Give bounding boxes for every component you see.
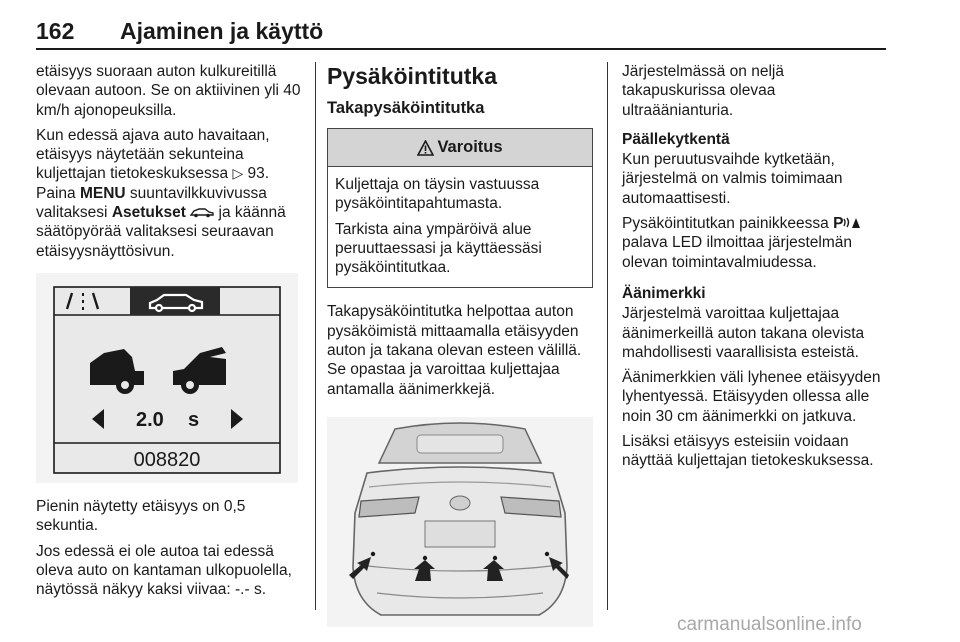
sensor-point — [423, 556, 427, 560]
page-number: 162 — [36, 18, 75, 44]
page-reference: 93 — [247, 165, 265, 183]
page-reference-icon: ▷ — [232, 165, 244, 182]
column-divider — [315, 62, 316, 610]
warning-box — [327, 128, 593, 288]
paragraph: Pienin näytetty etäisyys on 0,5 sekuntia. — [36, 497, 246, 535]
subsection-heading: Takapysäköintitutka — [327, 99, 485, 117]
warning-text: Tarkista aina ympäröivä alue peruuttaessasi ja käyttäessäsi pysäköintitutkaa. — [335, 220, 542, 277]
column-divider — [607, 62, 608, 610]
menu-button-label: MENU — [79, 184, 126, 202]
paragraph: Kun edessä ajava auto havaitaan, etäisyys näytetään sekunteina kuljettajan tietokeskuksessa ▷ 93. Paina MENU suuntavilkkuvivussa valitaksesi Asetukset ja käännä säätöpyörää valitaksesi seuraavan etäisyysnäyttösivun. — [36, 126, 286, 260]
header-rule — [36, 48, 886, 50]
page-header — [36, 0, 886, 50]
column-3 — [622, 62, 888, 477]
chapter-title: Ajaminen ja käyttö — [120, 18, 324, 44]
settings-label: Asetukset — [111, 204, 186, 222]
subheading: Päällekytkentä — [622, 130, 730, 148]
car-settings-icon — [190, 206, 214, 218]
paragraph: etäisyys suoraan auton kulkureitillä olevaan autoon. Se on aktiivinen yli 40 km/h ajonopeuksilla. — [36, 63, 301, 119]
column-1 — [36, 62, 308, 605]
warning-icon — [417, 140, 434, 156]
sensor-point — [493, 556, 497, 560]
paragraph: Lisäksi etäisyys esteisiin voidaan näyttää kuljettajan tietokeskuksessa. — [622, 433, 874, 470]
paragraph: Kun peruutusvaihde kytketään, järjestelmä on valmis toimimaan automaattisesti. — [622, 151, 843, 207]
distance-unit: s — [188, 408, 200, 431]
warning-header: Varoitus — [328, 129, 592, 167]
parking-sensor-icon — [843, 216, 861, 229]
section-heading: Pysäköintitutka — [327, 63, 497, 89]
paragraph: Äänimerkkien väli lyhenee etäisyyden lyhentyessä. Etäisyyden ollessa alle noin 30 cm äänimerkki on jatkuva. — [622, 369, 881, 425]
warning-text: Kuljettaja on täysin vastuussa pysäköintitapahtumasta. — [335, 176, 540, 213]
sensor-point — [371, 552, 375, 556]
paragraph: Järjestelmässä on neljä takapuskurissa olevaa ultraäänianturia. — [622, 63, 784, 119]
paragraph: Jos edessä ei ole autoa tai edessä oleva auto on kantaman ulkopuolella, näytössä näkyy kaksi viivaa: -.- s. — [36, 542, 292, 599]
following-distance-display-figure — [36, 273, 298, 483]
paragraph: Takapysäköintitutka helpottaa auton pysäköimistä mittaamalla etäisyyden auton ja takana olevan esteen välillä. Se opastaa ja varoittaa kuljettajaa antamalla äänimerkkejä. — [327, 303, 582, 398]
parking-button-label: P — [833, 215, 844, 233]
paragraph: Pysäköintitutkan painikkeessa P palava LED ilmoittaa järjestelmän olevan toimintavalmiudessa. — [622, 214, 888, 272]
rear-sensors-figure — [327, 417, 593, 627]
watermark: carmanualsonline.info — [677, 614, 862, 635]
paragraph: Järjestelmä varoittaa kuljettajaa äänimerkeillä auton takana olevista mahdollisesti vaarallisista esteistä. — [622, 305, 865, 361]
column-2 — [327, 62, 593, 627]
sensor-point — [545, 552, 549, 556]
subheading: Äänimerkki — [622, 284, 706, 302]
odometer: 008820 — [133, 448, 201, 471]
distance-value: 2.0 — [136, 408, 164, 431]
